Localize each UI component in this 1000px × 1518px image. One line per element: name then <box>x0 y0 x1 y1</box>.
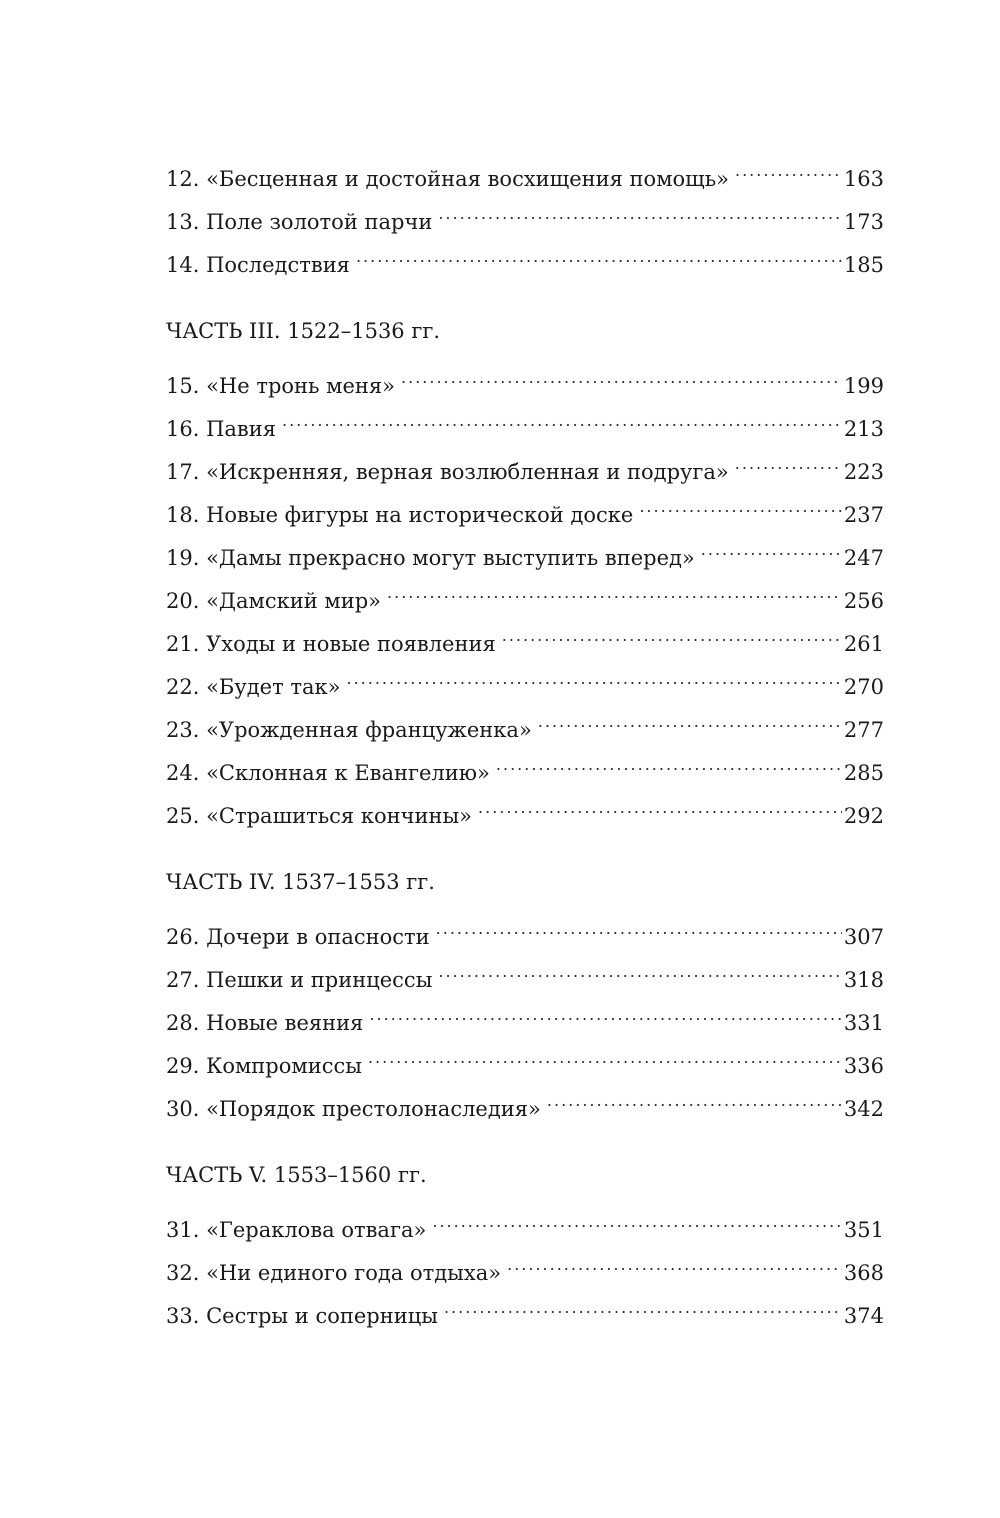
toc-entry-page: 292 <box>843 804 884 828</box>
dot-leader <box>444 1287 842 1323</box>
toc-entry-title: 19. «Дамы прекрасно могут выступить вперед» <box>166 546 695 570</box>
toc-entry-page: 374 <box>843 1304 884 1328</box>
toc-entry-page: 247 <box>843 546 884 570</box>
dot-leader <box>502 615 842 651</box>
toc-entry[interactable] <box>166 1080 884 1123</box>
toc-entry[interactable] <box>166 150 884 193</box>
toc-entry-page: 213 <box>843 417 884 441</box>
dot-leader <box>282 400 842 436</box>
toc-entry[interactable] <box>166 1287 884 1330</box>
toc-entry[interactable] <box>166 787 884 830</box>
part-heading: ЧАСТЬ IV. 1537–1553 гг. <box>166 870 435 894</box>
toc-entry-page: 351 <box>843 1218 884 1242</box>
dot-leader <box>639 486 842 522</box>
toc-entry-page: 342 <box>843 1097 884 1121</box>
dot-leader <box>387 572 842 608</box>
toc-entry[interactable] <box>166 1201 884 1244</box>
dot-leader <box>401 357 842 393</box>
dot-leader <box>436 908 842 944</box>
toc-entry-page: 223 <box>843 460 884 484</box>
toc-entry-page: 256 <box>843 589 884 613</box>
toc-entry-title: 23. «Урожденная француженка» <box>166 718 532 742</box>
toc-entry[interactable] <box>166 486 884 529</box>
toc-entry[interactable] <box>166 443 884 486</box>
dot-leader <box>538 701 842 737</box>
toc-entry-title: 18. Новые фигуры на исторической доске <box>166 503 634 527</box>
toc-entry-title: 13. Поле золотой парчи <box>166 210 433 234</box>
dot-leader <box>438 193 842 229</box>
toc-entry-page: 307 <box>843 925 884 949</box>
dot-leader <box>496 744 842 780</box>
part-heading: ЧАСТЬ III. 1522–1536 гг. <box>166 319 441 343</box>
toc-entry-title: 26. Дочери в опасности <box>166 925 430 949</box>
toc-entry[interactable] <box>166 908 884 951</box>
toc-entry[interactable] <box>166 744 884 787</box>
dot-leader <box>735 443 842 479</box>
dot-leader <box>368 1037 842 1073</box>
toc-entry-page: 270 <box>843 675 884 699</box>
toc-entry-title: 12. «Бесценная и достойная восхищения помощь» <box>166 167 729 191</box>
toc-group-continuation <box>166 150 884 279</box>
dot-leader <box>547 1080 842 1116</box>
table-of-contents <box>166 150 884 1330</box>
dot-leader <box>507 1244 842 1280</box>
toc-entry-page: 285 <box>843 761 884 785</box>
toc-entry[interactable] <box>166 701 884 744</box>
dot-leader <box>356 236 842 272</box>
dot-leader <box>735 150 842 186</box>
toc-entry[interactable] <box>166 236 884 279</box>
toc-entry-title: 30. «Порядок престолонаследия» <box>166 1097 541 1121</box>
toc-entry-page: 199 <box>843 374 884 398</box>
toc-entry[interactable] <box>166 1244 884 1287</box>
toc-group-part-5 <box>166 1157 884 1330</box>
toc-entry[interactable] <box>166 572 884 615</box>
toc-entry-page: 277 <box>843 718 884 742</box>
dot-leader <box>478 787 842 823</box>
toc-entry-page: 331 <box>843 1011 884 1035</box>
toc-entry[interactable] <box>166 1037 884 1080</box>
toc-entry[interactable] <box>166 994 884 1037</box>
toc-entry[interactable] <box>166 357 884 400</box>
dot-leader <box>701 529 842 565</box>
toc-entry-page: 368 <box>843 1261 884 1285</box>
dot-leader <box>438 951 841 987</box>
toc-entry-title: 25. «Страшиться кончины» <box>166 804 473 828</box>
dot-leader <box>432 1201 842 1237</box>
toc-entry-title: 15. «Не тронь меня» <box>166 374 396 398</box>
dot-leader <box>369 994 841 1030</box>
part-heading: ЧАСТЬ V. 1553–1560 гг. <box>166 1163 427 1187</box>
toc-entry-title: 31. «Гераклова отвага» <box>166 1218 427 1242</box>
toc-entry-page: 173 <box>843 210 884 234</box>
toc-entry-title: 16. Павия <box>166 417 276 441</box>
toc-group-part-3 <box>166 313 884 830</box>
toc-entry-title: 28. Новые веяния <box>166 1011 364 1035</box>
toc-entry-title: 33. Сестры и соперницы <box>166 1304 438 1328</box>
toc-entry[interactable] <box>166 193 884 236</box>
toc-entry-page: 163 <box>843 167 884 191</box>
toc-entry[interactable] <box>166 658 884 701</box>
toc-entry-title: 22. «Будет так» <box>166 675 341 699</box>
toc-entry-title: 17. «Искренняя, верная возлюбленная и подруга» <box>166 460 729 484</box>
toc-entry[interactable] <box>166 529 884 572</box>
toc-entry-title: 20. «Дамский мир» <box>166 589 382 613</box>
toc-entry-page: 237 <box>843 503 884 527</box>
toc-group-part-4 <box>166 864 884 1123</box>
toc-entry-page: 336 <box>843 1054 884 1078</box>
toc-entry-title: 24. «Склонная к Евангелию» <box>166 761 490 785</box>
toc-entry[interactable] <box>166 400 884 443</box>
toc-entry-page: 185 <box>843 253 884 277</box>
toc-entry-page: 318 <box>843 968 884 992</box>
dot-leader <box>346 658 841 694</box>
toc-entry-title: 29. Компромиссы <box>166 1054 362 1078</box>
toc-entry-title: 27. Пешки и принцессы <box>166 968 433 992</box>
toc-entry-title: 14. Последствия <box>166 253 350 277</box>
toc-entry-page: 261 <box>843 632 884 656</box>
toc-entry[interactable] <box>166 615 884 658</box>
toc-entry-title: 21. Уходы и новые появления <box>166 632 496 656</box>
toc-entry[interactable] <box>166 951 884 994</box>
toc-entry-title: 32. «Ни единого года отдыха» <box>166 1261 502 1285</box>
